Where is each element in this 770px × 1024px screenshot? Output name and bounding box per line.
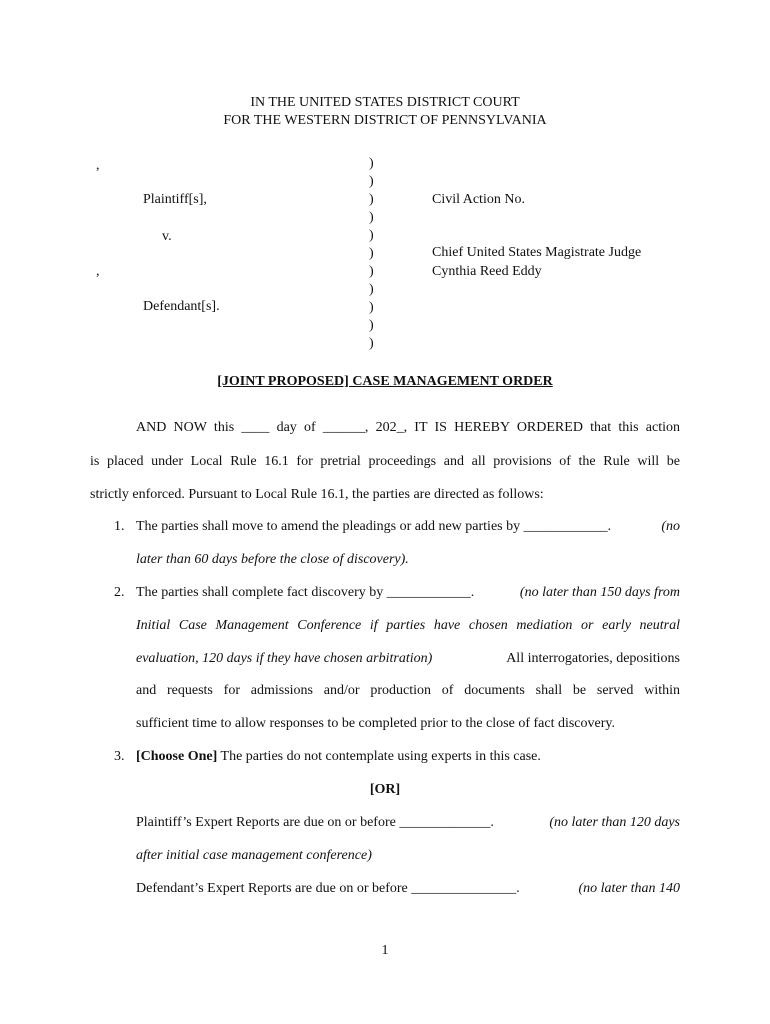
item-2-note-end: evaluation, 120 days if they have chosen arbitration): [136, 651, 433, 666]
item-2-line-4: and requests for admissions and/or production of documents shall be served within: [136, 683, 680, 698]
or-separator: [OR]: [369, 782, 401, 797]
plaintiff-expert-note-cont: after initial case management conference): [136, 848, 372, 863]
item-2-note-cont: Initial Case Management Conference if parties have chosen mediation or early neutral: [136, 618, 680, 633]
caption-paren: ): [369, 156, 374, 171]
court-name-line2: FOR THE WESTERN DISTRICT OF PENNSYLVANIA: [223, 113, 547, 128]
item-3-number: 3.: [114, 749, 125, 764]
versus-label: v.: [162, 229, 172, 244]
defendant-name-blank: ,: [96, 264, 100, 279]
caption-paren: ): [369, 174, 374, 189]
plaintiff-expert-line: [136, 815, 680, 831]
item-1-note: (no: [661, 519, 680, 534]
plaintiff-name-blank: ,: [96, 158, 100, 173]
item-2-note: (no later than 150 days from: [519, 585, 680, 600]
intro-line-3: strictly enforced. Pursuant to Local Rule 16.1, the parties are directed as follows:: [90, 487, 544, 502]
item-1-line-1: [136, 519, 680, 535]
item-2-number: 2.: [114, 585, 125, 600]
item-2-line-1: [136, 585, 680, 601]
page-number: 1: [381, 943, 389, 958]
caption-paren: ): [369, 210, 374, 225]
caption-paren: ): [369, 318, 374, 333]
plaintiff-expert-text: Plaintiff’s Expert Reports are due on or before _____________.: [136, 815, 494, 830]
item-1-number: 1.: [114, 519, 125, 534]
civil-action-label: Civil Action No.: [432, 192, 525, 207]
judge-title: Chief United States Magistrate Judge: [432, 245, 642, 260]
caption-paren: ): [369, 192, 374, 207]
intro-line-1: AND NOW this ____ day of ______, 202_, IT IS HEREBY ORDERED that this action: [136, 420, 680, 435]
defendant-expert-line: [136, 881, 680, 897]
caption-paren: ): [369, 282, 374, 297]
caption-paren: ): [369, 336, 374, 351]
plaintiff-expert-note: (no later than 120 days: [549, 815, 680, 830]
caption-paren: ): [369, 228, 374, 243]
item-2-line-3: [136, 651, 680, 667]
item-1-text: The parties shall move to amend the pleadings or add new parties by ____________.: [136, 519, 612, 534]
intro-line-2: is placed under Local Rule 16.1 for pretrial proceedings and all provisions of the Rule will be: [90, 454, 680, 469]
item-3-choose: [Choose One]: [136, 749, 218, 764]
defendant-expert-text: Defendant’s Expert Reports are due on or before _______________.: [136, 881, 520, 896]
court-name-line1: IN THE UNITED STATES DISTRICT COURT: [250, 95, 520, 110]
caption-paren: ): [369, 264, 374, 279]
caption-paren: ): [369, 246, 374, 261]
item-2-text: The parties shall complete fact discovery by ____________.: [136, 585, 475, 600]
judge-name: Cynthia Reed Eddy: [432, 264, 542, 279]
item-1-note-cont: later than 60 days before the close of discovery).: [136, 552, 409, 567]
document-title: [JOINT PROPOSED] CASE MANAGEMENT ORDER: [217, 374, 553, 389]
item-2-text-cont: All interrogatories, depositions: [506, 651, 680, 666]
defendant-expert-note: (no later than 140: [578, 881, 680, 896]
plaintiff-label: Plaintiff[s],: [143, 192, 207, 207]
defendant-label: Defendant[s].: [143, 299, 220, 314]
item-3-text: The parties do not contemplate using experts in this case.: [217, 749, 541, 764]
item-3-line-1: [136, 749, 541, 765]
item-2-line-5: sufficient time to allow responses to be completed prior to the close of fact discovery.: [136, 716, 615, 731]
caption-paren: ): [369, 300, 374, 315]
